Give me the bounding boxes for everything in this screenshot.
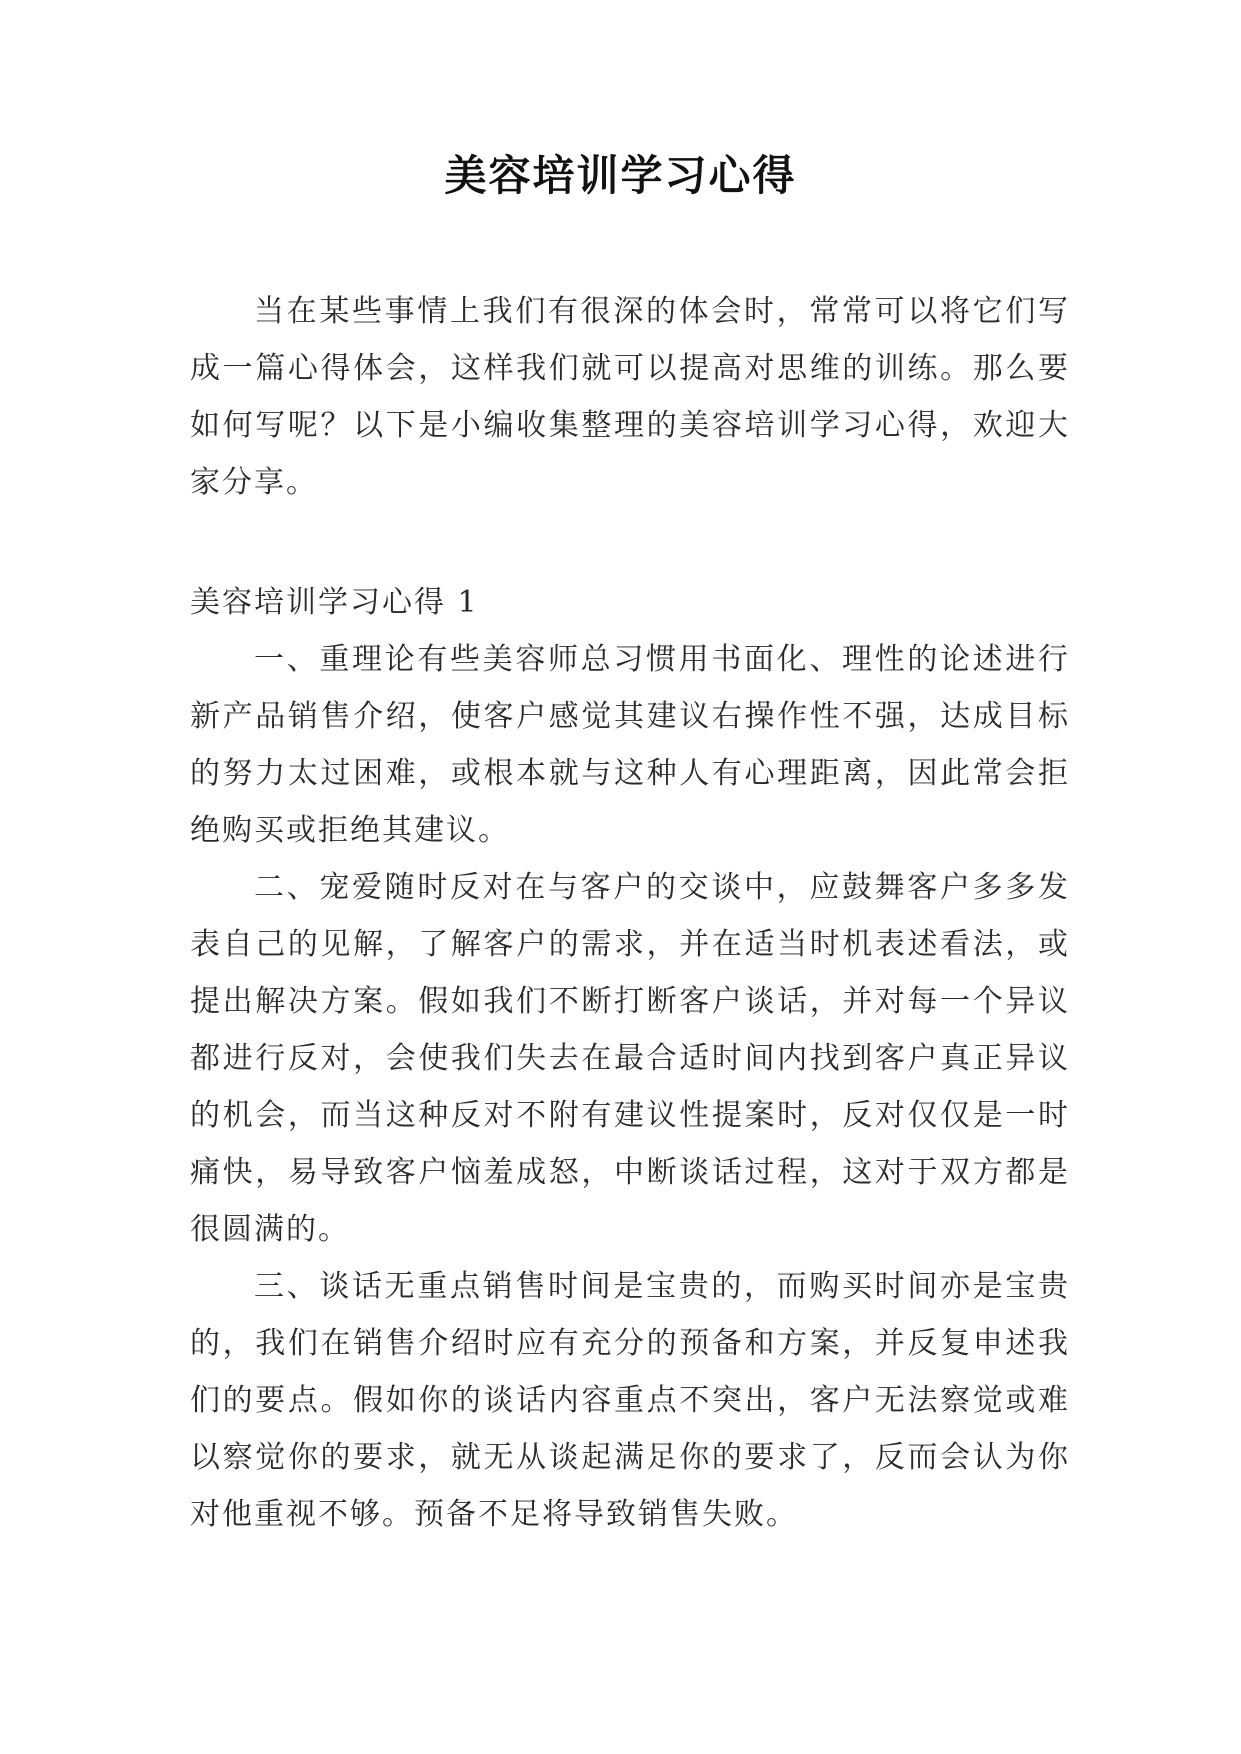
section-body xyxy=(190,631,1070,1543)
document-title: 美容培训学习心得 xyxy=(444,151,797,200)
intro-block xyxy=(190,283,1070,511)
body-paragraph-3: 三、谈话无重点销售时间是宝贵的，而购买时间亦是宝贵的，我们在销售介绍时应有充分的预备和方案，并反复申述我们的要点。假如你的谈话内容重点不突出，客户无法察觉或难以察觉你的要求，就无从谈起满足你的要求了，反而会认为你对他重视不够。预备不足将导致销售失败。 xyxy=(190,1269,1070,1532)
section-heading: 美容培训学习心得 1 xyxy=(190,585,479,620)
body-paragraph-1: 一、重理论有些美容师总习惯用书面化、理性的论述进行新产品销售介绍，使客户感觉其建议右操作性不强，达成目标的努力太过困难，或根本就与这种人有心理距离，因此常会拒绝购买或拒绝其建议。 xyxy=(190,642,1070,848)
intro-paragraph: 当在某些事情上我们有很深的体会时，常常可以将它们写成一篇心得体会，这样我们就可以提高对思维的训练。那么要如何写呢？以下是小编收集整理的美容培训学习心得，欢迎大家分享。 xyxy=(190,294,1070,500)
body-paragraph-2: 二、宠爱随时反对在与客户的交谈中，应鼓舞客户多多发表自己的见解，了解客户的需求，并在适当时机表述看法，或提出解决方案。假如我们不断打断客户谈话，并对每一个异议都进行反对，会使我们失去在最合适时间内找到客户真正异议的机会，而当这种反对不附有建议性提案时，反对仅仅是一时痛快，易导致客户恼羞成怒，中断谈话过程，这对于双方都是很圆满的。 xyxy=(190,870,1070,1247)
